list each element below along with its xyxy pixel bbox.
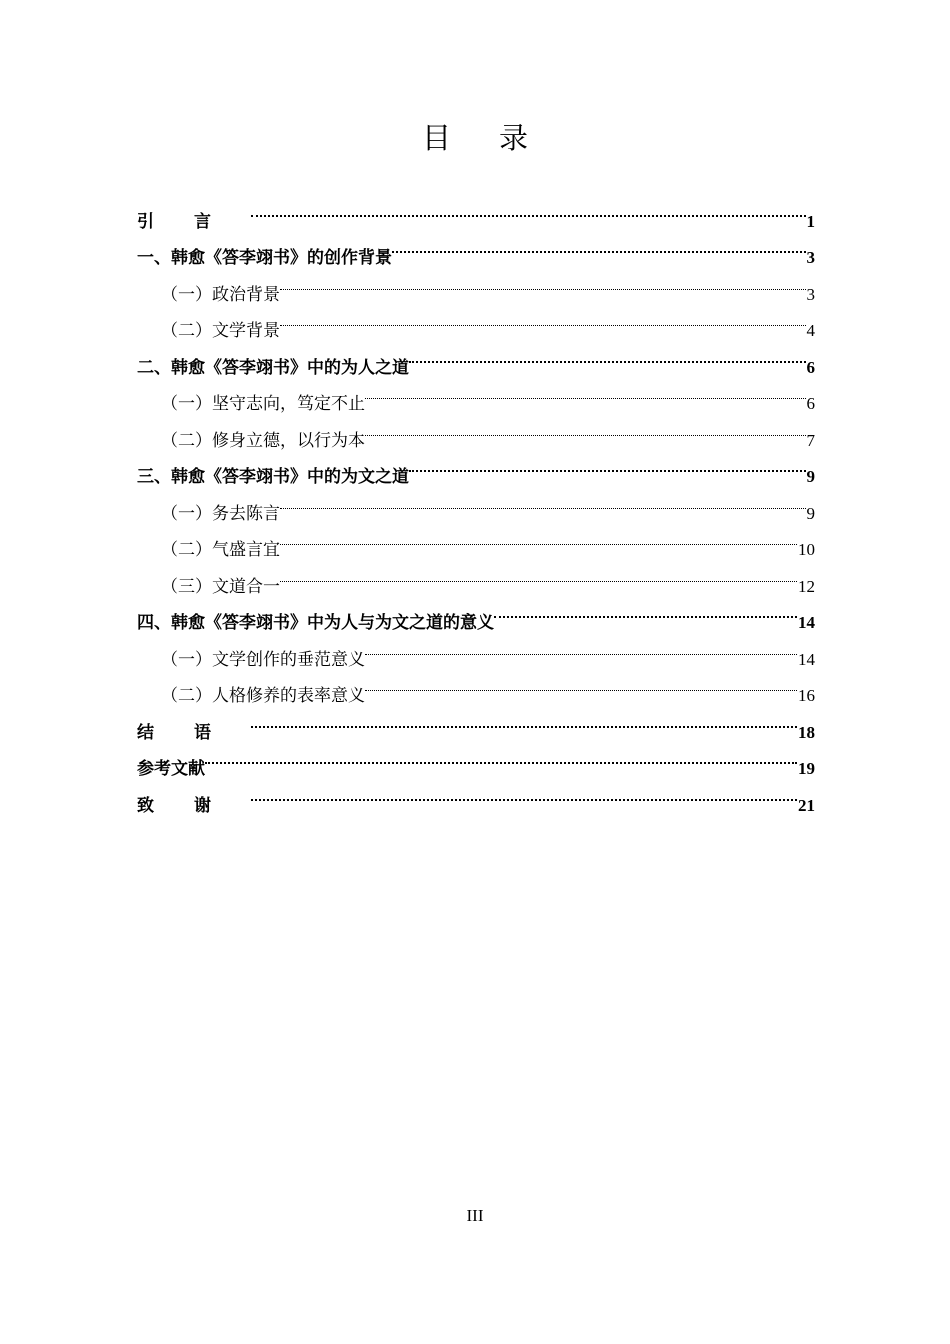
toc-entry-label: 致谢 — [137, 795, 251, 816]
toc-leader-dots — [494, 592, 797, 629]
toc-entry-label: 引言 — [137, 211, 251, 232]
toc-entry-page: 10 — [798, 540, 815, 559]
toc-entry-label: 二、韩愈《答李翊书》中的为人之道 — [137, 357, 409, 378]
toc-entry-label: （三）文道合一 — [161, 576, 280, 597]
toc-leader-dots — [280, 555, 797, 592]
toc-entry-label: 四、韩愈《答李翊书》中为人与为文之道的意义 — [137, 613, 494, 633]
toc-entry-page: 3 — [806, 248, 815, 267]
toc-entry-page: 1 — [806, 211, 815, 231]
toc-entry-page: 3 — [806, 284, 815, 304]
table-of-contents — [137, 190, 815, 816]
toc-leader-dots — [280, 482, 806, 519]
toc-leader-dots — [251, 774, 797, 811]
toc-leader-dots — [280, 519, 797, 556]
toc-entry-page: 6 — [806, 394, 815, 413]
toc-entry-acknowledgements[interactable] — [137, 774, 815, 816]
toc-entry-label: （二）人格修养的表率意义 — [161, 686, 365, 706]
toc-leader-dots — [205, 738, 797, 775]
toc-entry-page: 7 — [806, 430, 815, 450]
toc-entry-page: 19 — [798, 759, 815, 778]
toc-entry-page: 14 — [798, 613, 815, 632]
toc-entry-page: 21 — [798, 795, 815, 815]
toc-entry-page: 16 — [798, 686, 815, 705]
toc-leader-dots — [392, 227, 806, 264]
toc-entry-page: 14 — [798, 649, 815, 669]
toc-entry-label: 一、韩愈《答李翊书》的创作背景 — [137, 248, 392, 268]
toc-entry-page: 12 — [798, 576, 815, 596]
toc-entry-introduction[interactable] — [137, 190, 815, 232]
toc-entry-label: 结语 — [137, 722, 251, 743]
toc-entry-page: 4 — [806, 321, 815, 340]
toc-entry-label: （一）务去陈言 — [161, 503, 280, 524]
toc-leader-dots — [251, 701, 797, 738]
toc-leader-dots — [280, 300, 806, 337]
toc-entry-label: （一）坚守志向，笃定不止 — [161, 394, 365, 414]
toc-leader-dots — [365, 409, 806, 446]
toc-entry-references[interactable] — [137, 738, 815, 779]
page-number: III — [466, 1206, 484, 1225]
toc-leader-dots — [409, 446, 806, 483]
toc-entry-label: （一）文学创作的垂范意义 — [161, 649, 365, 670]
toc-leader-dots — [365, 665, 797, 702]
toc-entry-page: 9 — [806, 503, 815, 523]
toc-entry-label: （二）文学背景 — [161, 321, 280, 341]
toc-entry-page: 9 — [806, 467, 815, 486]
toc-leader-dots — [365, 373, 806, 410]
toc-entry-label: 参考文献 — [137, 759, 205, 779]
toc-entry-label: （二）气盛言宜 — [161, 540, 280, 560]
toc-entry-label: （一）政治背景 — [161, 284, 280, 305]
toc-entry-label: 三、韩愈《答李翊书》中的为文之道 — [137, 467, 409, 487]
toc-title: 目录 — [421, 121, 576, 155]
toc-entry-label: （二）修身立德，以行为本 — [161, 430, 365, 451]
toc-leader-dots — [365, 628, 797, 665]
toc-leader-dots — [280, 263, 806, 300]
toc-leader-dots — [251, 190, 806, 227]
toc-entry-page: 6 — [806, 357, 815, 377]
toc-entry-page: 18 — [798, 722, 815, 742]
toc-leader-dots — [409, 336, 806, 373]
